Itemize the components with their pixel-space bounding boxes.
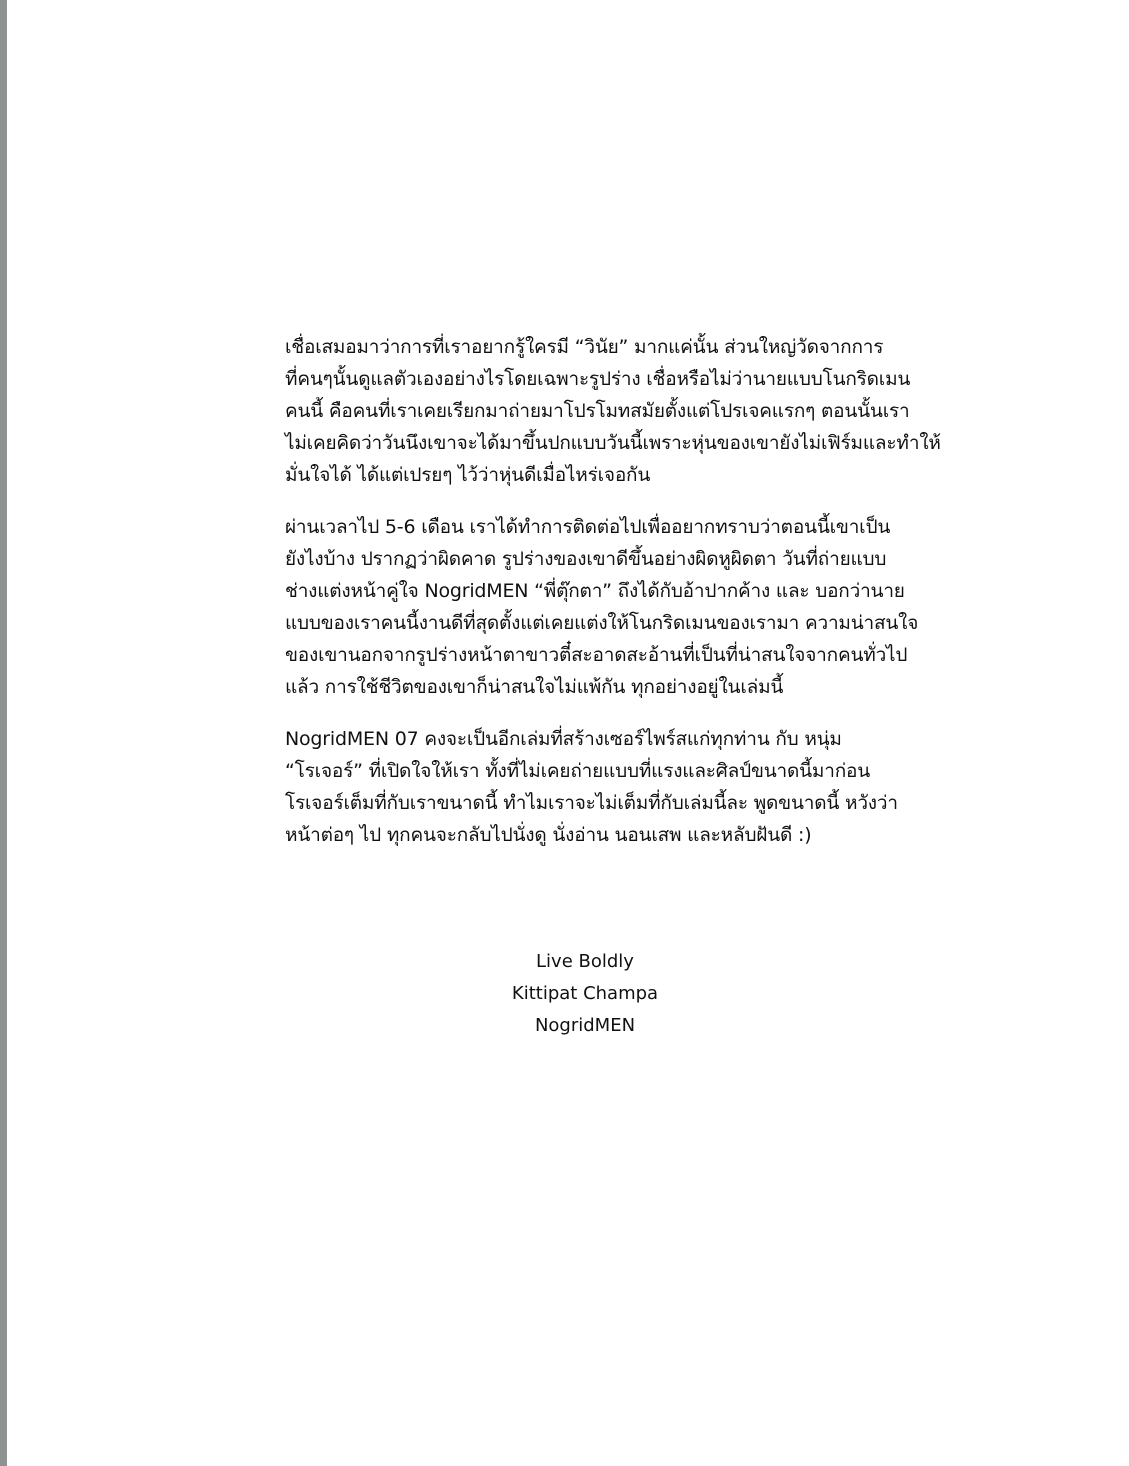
text-line: แล้ว การใช้ชีวิตของเขาก็น่าสนใจไม่แพ้กัน ทุกอย่างอยู่ในเล่มนี้ bbox=[285, 676, 784, 698]
editorial-text bbox=[285, 331, 941, 871]
text-line: NogridMEN 07 คงจะเป็นอีกเล่มที่สร้างเซอร์ไพร์สแก่ทุกท่าน กับ หนุ่ม bbox=[285, 728, 842, 750]
paragraph-3 bbox=[285, 723, 898, 851]
text-line: ไม่เคยคิดว่าวันนึงเขาจะได้มาขึ้นปกแบบวันนี้เพราะหุ่นของเขายังไม่เฟิร์มและทำให้ bbox=[285, 432, 941, 454]
text-line: คนนี้ คือคนที่เราเคยเรียกมาถ่ายมาโปรโมทสมัยตั้งแต่โปรเจคแรกๆ ตอนนั้นเรา bbox=[285, 400, 910, 422]
text-line: ผ่านเวลาไป 5-6 เดือน เราได้ทำการติดต่อไปเพื่ออยากทราบว่าตอนนี้เขาเป็น bbox=[285, 516, 891, 538]
text-line: ของเขานอกจากรูปร่างหน้าตาขาวตี๋สะอาดสะอ้านที่เป็นที่น่าสนใจจากคนทั่วไป bbox=[285, 644, 908, 666]
text-line: มั่นใจได้ ได้แต่เปรยๆ ไว้ว่าหุ่นดีเมื่อไหร่เจอกัน bbox=[285, 464, 651, 486]
paragraph-2 bbox=[285, 511, 919, 703]
text-line: ที่คนๆนั้นดูแลตัวเองอย่างไรโดยเฉพาะรูปร่าง เชื่อหรือไม่ว่านายแบบโนกริดเมน bbox=[285, 368, 911, 390]
text-line: เชื่อเสมอมาว่าการที่เราอยากรู้ใครมี “วินัย” มากแค่นั้น ส่วนใหญ่วัดจากการ bbox=[285, 336, 884, 358]
page-left-edge bbox=[0, 0, 7, 1466]
text-line: ยังไงบ้าง ปรากฏว่าผิดคาด รูปร่างของเขาดีขึ้นอย่างผิดหูผิดตา วันที่ถ่ายแบบ bbox=[285, 548, 887, 570]
text-line: “โรเจอร์” ที่เปิดใจให้เรา ทั้งที่ไม่เคยถ่ายแบบที่แรงและศิลป์ขนาดนี้มาก่อน bbox=[285, 760, 871, 782]
text-line: ช่างแต่งหน้าคู่ใจ NogridMEN “พี่ตุ๊กตา” ถึงได้กับอ้าปากค้าง และ บอกว่านาย bbox=[285, 580, 905, 602]
signature-brand: NogridMEN bbox=[534, 1015, 636, 1036]
text-line: โรเจอร์เต็มที่กับเราขนาดนี้ ทำไมเราจะไม่เต็มที่กับเล่มนี้ละ พูดขนาดนี้ หวังว่า bbox=[285, 792, 898, 814]
paragraph-1 bbox=[285, 331, 941, 491]
signature-motto: Live Boldly bbox=[536, 951, 634, 972]
text-line: หน้าต่อๆ ไป ทุกคนจะกลับไปนั่งดู นั่งอ่าน นอนเสพ และหลับฝันดี :) bbox=[285, 824, 812, 846]
text-line: แบบของเราคนนี้งานดีที่สุดตั้งแต่เคยแต่งให้โนกริดเมนของเรามา ความน่าสนใจ bbox=[285, 612, 919, 634]
signature-author: Kittipat Champa bbox=[511, 983, 659, 1004]
signature-block bbox=[385, 946, 785, 1042]
